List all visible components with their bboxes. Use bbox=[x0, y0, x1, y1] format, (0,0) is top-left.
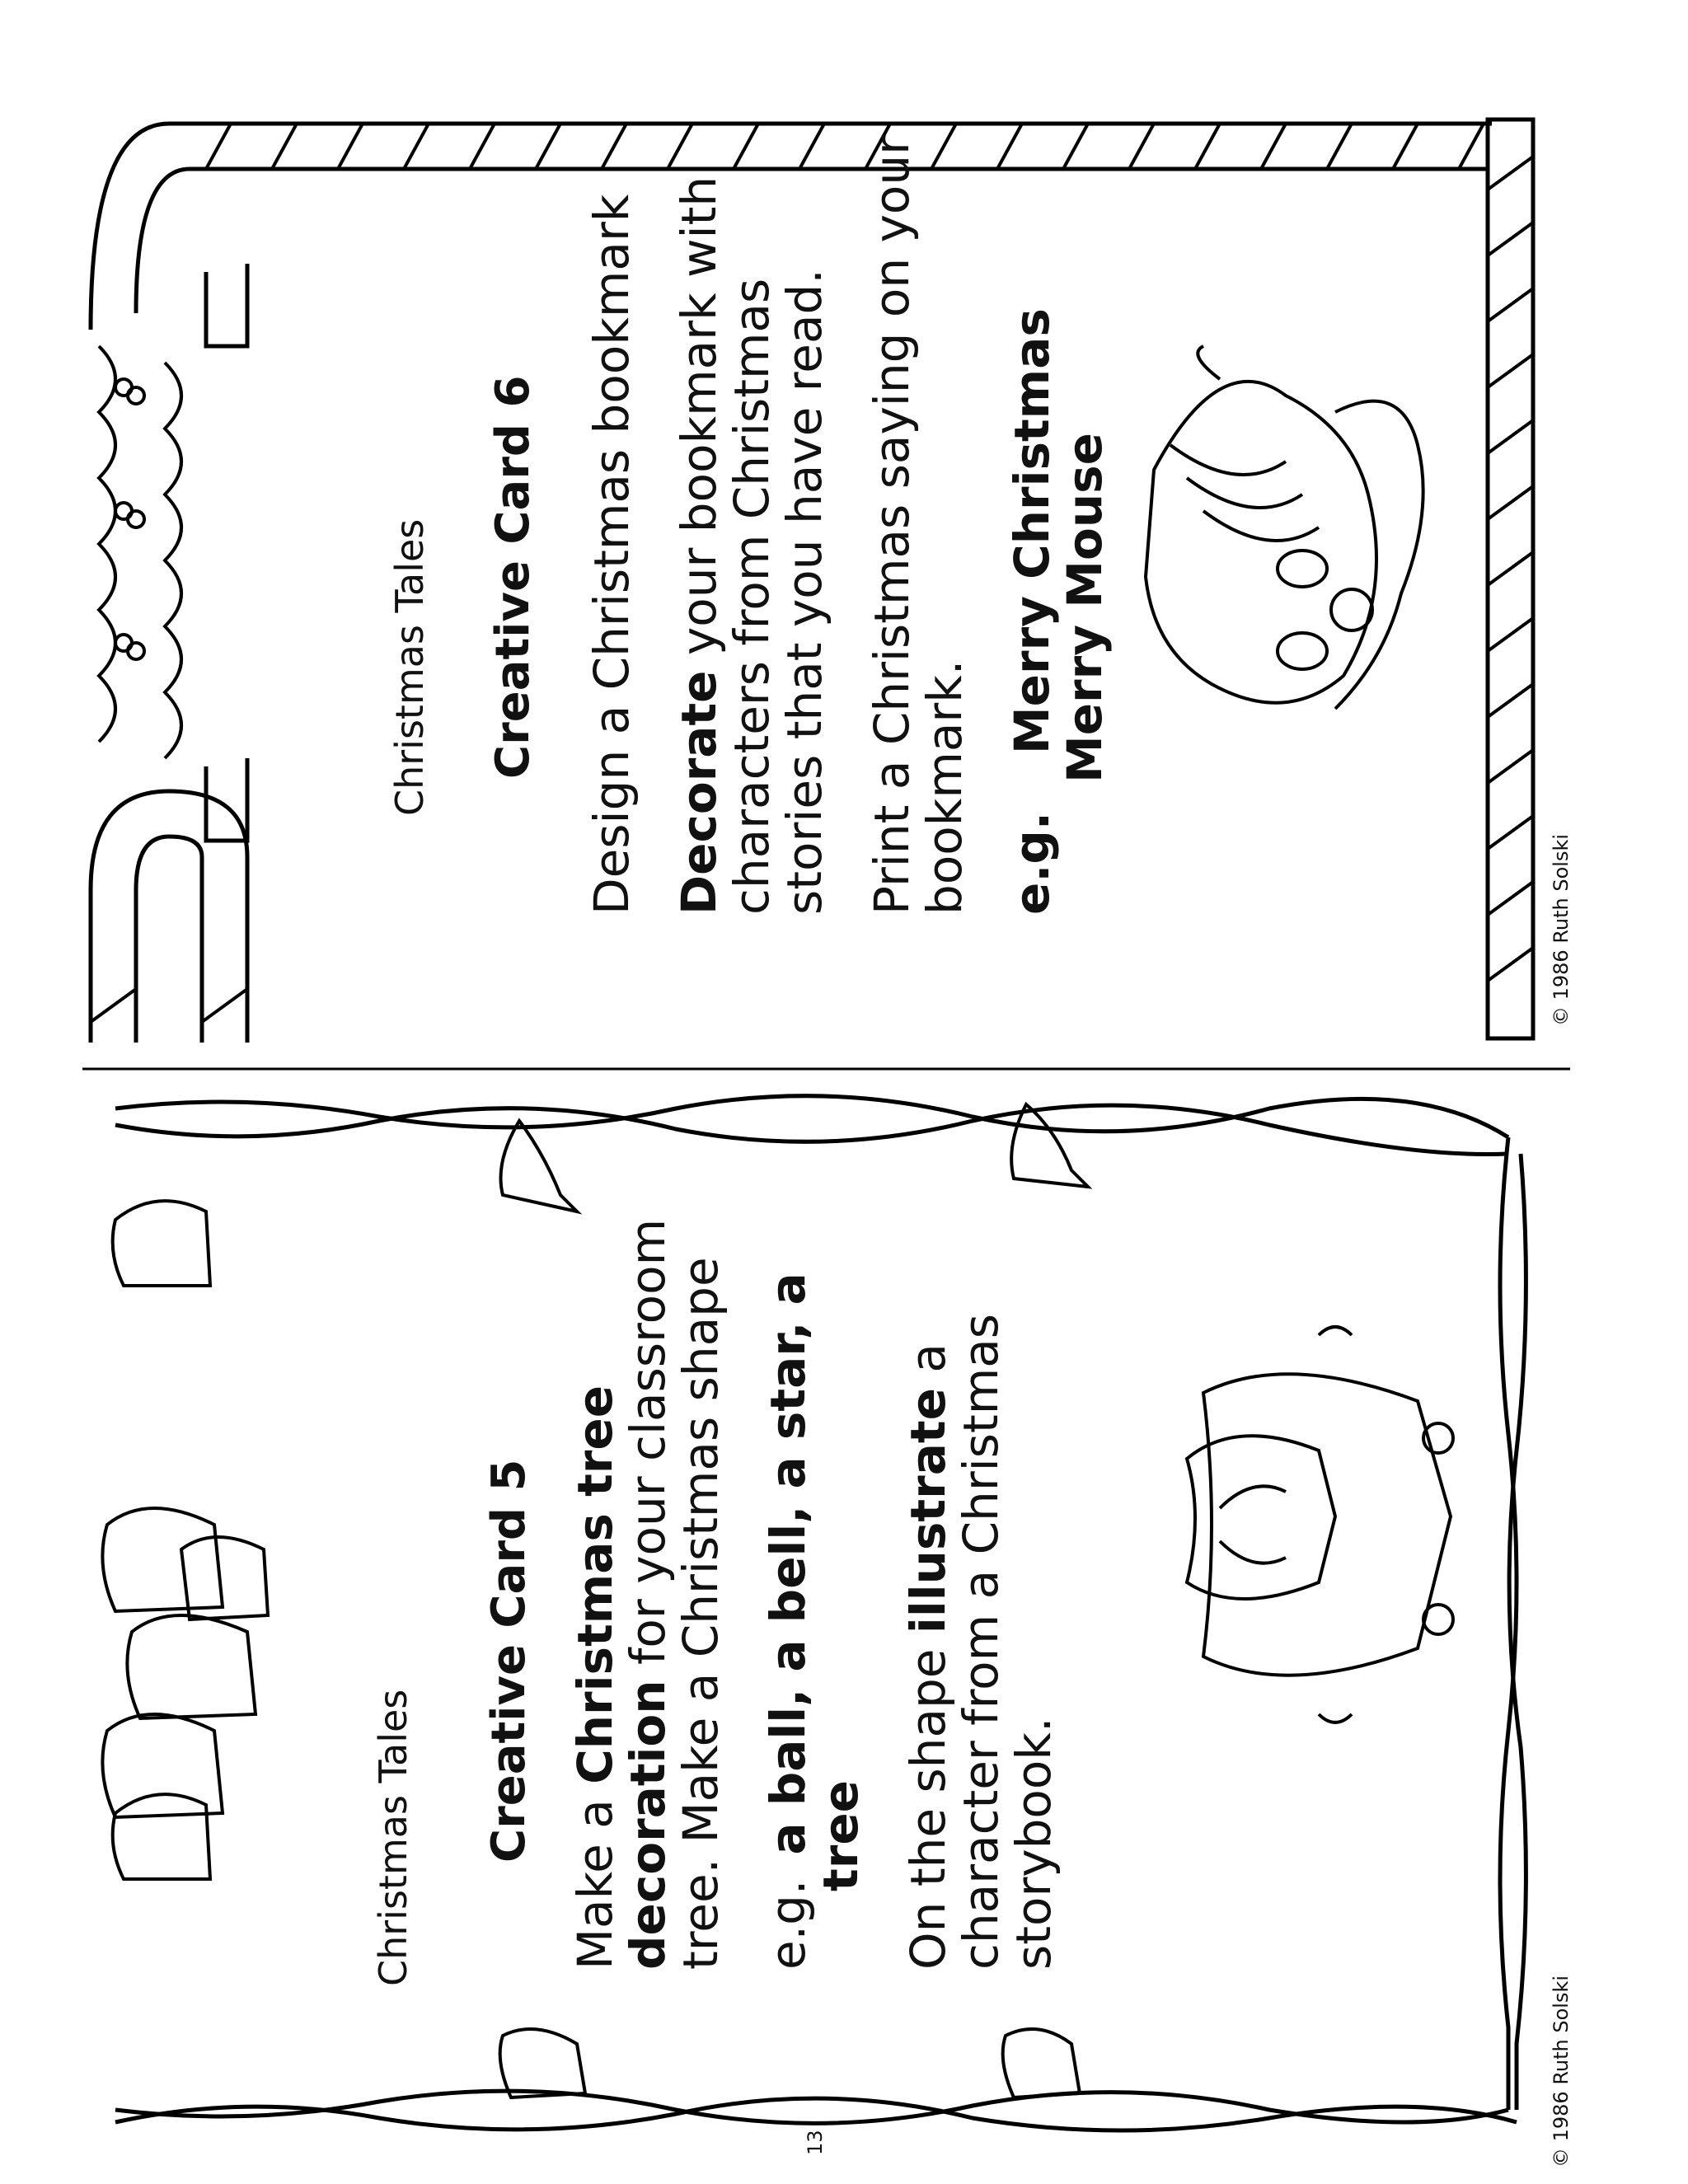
card5-p1-l1b: Christmas tree bbox=[567, 1385, 623, 1784]
card6-copyright: © 1986 Ruth Solski bbox=[1550, 833, 1573, 1026]
card5-title-text: Creative Card 5 bbox=[482, 1459, 536, 1863]
card5-body bbox=[569, 1219, 1060, 1970]
card6-text bbox=[387, 124, 432, 948]
card5-example-items: a ball, a bell, a star, a bbox=[760, 1272, 816, 1855]
card5-p1-l3: tree. Make a Christmas shape bbox=[673, 1257, 729, 1970]
card6-p3-l2: bookmark. bbox=[917, 659, 973, 915]
bell-with-bow-illustration bbox=[1187, 1327, 1453, 1722]
card6-p2-l2: characters from Christmas bbox=[724, 278, 780, 915]
page-number: 13 bbox=[804, 2130, 827, 2155]
holly-garland bbox=[99, 346, 181, 758]
card6-example-l1: Merry Christmas bbox=[1004, 308, 1060, 755]
mouse-santa-illustration bbox=[1146, 346, 1423, 709]
card6-decorate: Decorate bbox=[671, 670, 727, 915]
card6-example-l2: Merry Mouse bbox=[1057, 433, 1113, 783]
card5-p1-l2b: for your classroom bbox=[620, 1218, 676, 1680]
card5-card-title bbox=[482, 1460, 536, 1863]
card5-p2-l1b: illustrate bbox=[900, 1388, 956, 1634]
card5-p2-l2: character from a Christmas bbox=[953, 1314, 1009, 1970]
card5-p2-l3: storybook. bbox=[1006, 1717, 1062, 1970]
card6-p1: Design a Christmas bookmark bbox=[584, 194, 640, 915]
card5-p2-l1a: On the shape bbox=[900, 1633, 956, 1970]
card5-p1-l2a: decoration bbox=[620, 1680, 676, 1970]
card5-p2-l1c: a bbox=[900, 1343, 956, 1389]
card5-example-cont: tree bbox=[813, 1779, 869, 1891]
bell-cluster bbox=[102, 1508, 268, 1817]
card5-p1-l1a: Make a bbox=[567, 1783, 623, 1970]
card6-title-text: Creative Card 6 bbox=[486, 375, 540, 779]
card5-series-title bbox=[371, 1690, 415, 1986]
card5-eg: e.g. bbox=[760, 1879, 816, 1970]
card6-series-title: Christmas Tales bbox=[387, 518, 432, 816]
card6-card-title bbox=[486, 376, 540, 779]
card6-p2-l1: your bookmark with bbox=[671, 176, 727, 671]
card5-series-text: Christmas Tales bbox=[371, 1689, 415, 1986]
card6-eg: e.g. bbox=[1004, 812, 1060, 915]
card6-body bbox=[585, 135, 1111, 915]
card6-p3-l1: Print a Christmas saying on your bbox=[864, 134, 920, 915]
card6-p2-l3: stories that you have read. bbox=[776, 269, 832, 915]
card5-copyright: © 1986 Ruth Solski bbox=[1550, 1975, 1573, 2168]
